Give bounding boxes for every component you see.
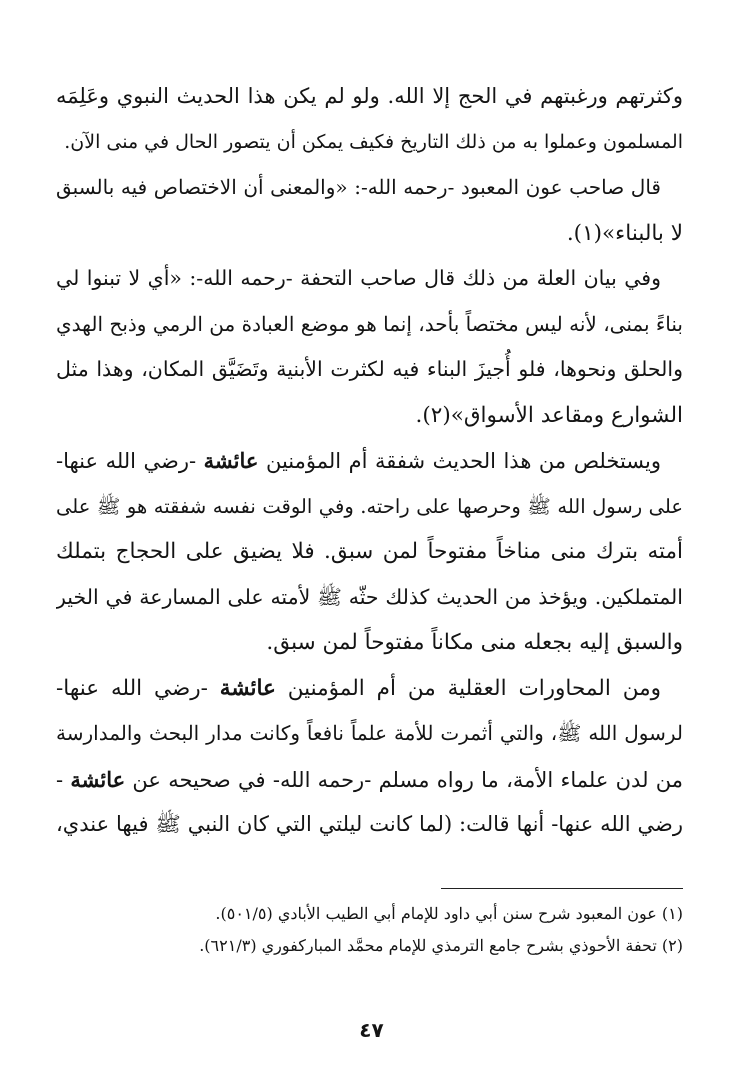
text-line: من لدن علماء الأمة، ما رواه مسلم -رحمه الله- في صحيحه عن عائشة -: [56, 766, 683, 792]
emphasized-name: عائشة: [219, 675, 276, 701]
text-line: الشوارع ومقاعد الأسواق»(٢).: [415, 402, 683, 428]
main-text-block: [56, 74, 683, 848]
emphasized-name: عائشة: [70, 766, 126, 792]
footnotes-block: [56, 898, 683, 962]
text-line: المسلمون وعملوا به من ذلك التاريخ فكيف يمكن أن يتصور الحال في منى الآن.: [64, 130, 683, 153]
page-number: ٤٧: [359, 1018, 384, 1042]
text-line: ويستخلص من هذا الحديث شفقة أم المؤمنين عائشة -رضي الله عنها-: [56, 448, 661, 473]
emphasized-name: عائشة: [203, 448, 259, 473]
text-line: لا بالبناء»(١).: [566, 220, 683, 246]
text-line: والحلق ونحوها، فلو أُجيزَ البناء فيه لكثرت الأبنية وتَضَيَّق المكان، وهذا مثل: [56, 357, 683, 381]
text-line: المتملكين. ويؤخذ من الحديث كذلك حثّه ﷺ لأمته على المسارعة في الخير: [56, 584, 683, 609]
text-line: والسبق إليه بجعله منى مكاناً مفتوحاً لمن سبق.: [266, 630, 683, 655]
footnote: (١) عون المعبود شرح سنن أبي داود للإمام أبي الطيب الأبادي (٥٠١/٥).: [215, 904, 683, 923]
text-line: ومن المحاورات العقلية من أم المؤمنين عائشة -رضي الله عنها-: [56, 675, 661, 701]
text-line: أمته بترك منى مناخاً مفتوحاً لمن سبق. فلا يضيق على الحجاج بتملك: [56, 539, 683, 564]
footnote: (٢) تحفة الأحوذي بشرح جامع الترمذي للإمام محمَّد المباركفوري (٦٢١/٣).: [199, 936, 683, 955]
text-line: وكثرتهم ورغبتهم في الحج إلا الله. ولو لم يكن هذا الحديث النبوي وعَلِمَه: [56, 84, 683, 108]
text-line: بناءً بمنى، لأنه ليس مختصاً بأحد، إنما هو موضع العبادة من الرمي وذبح الهدي: [56, 311, 683, 336]
text-line: رضي الله عنها- أنها قالت: (لما كانت ليلتي التي كان النبي ﷺ فيها عندي،: [56, 812, 683, 836]
footnote-separator: [441, 888, 683, 889]
text-line: على رسول الله ﷺ وحرصها على راحته. وفي الوقت نفسه شفقته هو ﷺ على: [56, 494, 683, 518]
text-line: لرسول الله ﷺ، والتي أثمرت للأمة علماً نافعاً وكانت مدار البحث والمدارسة: [56, 721, 683, 745]
text-line: قال صاحب عون المعبود -رحمه الله-: «والمعنى أن الاختصاص فيه بالسبق: [56, 175, 661, 199]
text-line: وفي بيان العلة من ذلك قال صاحب التحفة -رحمه الله-: «أي لا تبنوا لي: [56, 266, 661, 290]
